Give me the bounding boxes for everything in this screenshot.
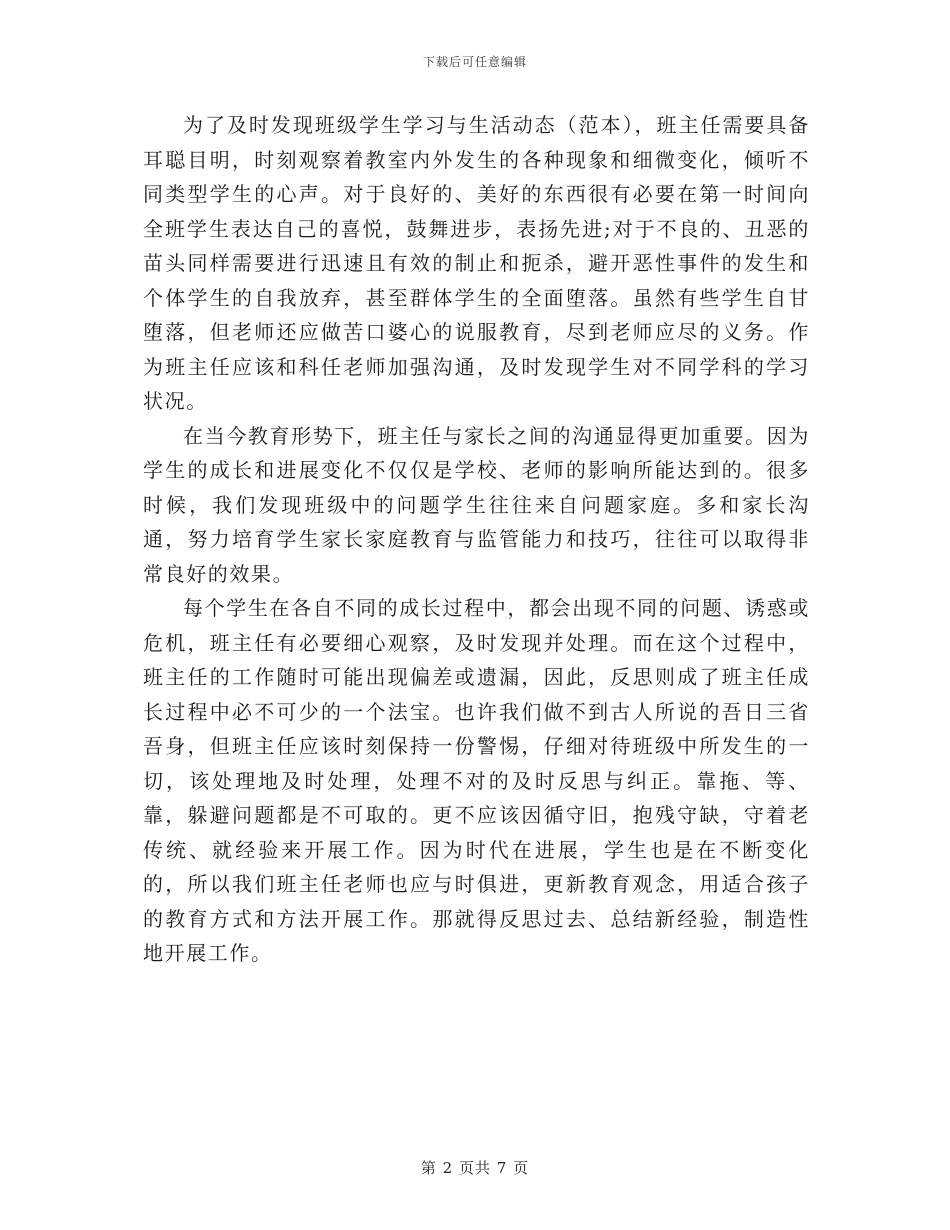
document-body [143,108,810,971]
paragraph-1: 为了及时发现班级学生学习与生活动态（范本），班主任需要具备耳聪目明，时刻观察着教室内外发生的各种现象和细微变化，倾听不同类型学生的心声。对于良好的、美好的东西很有必要在第一时间向全班学生表达自己的喜悦，鼓舞进步，表扬先进;对于不良的、丑恶的苗头同样需要进行迅速且有效的制止和扼杀，避开恶性事件的发生和个体学生的自我放弃，甚至群体学生的全面堕落。虽然有些学生自甘堕落，但老师还应做苦口婆心的说服教育，尽到老师应尽的义务。作为班主任应该和科任老师加强沟通，及时发现学生对不同学科的学习状况。 [143,113,810,413]
page-footer: 第 2 页共 7 页 [420,1159,530,1177]
paragraph-3: 每个学生在各自不同的成长过程中，都会出现不同的问题、诱惑或危机，班主任有必要细心观察，及时发现并处理。而在这个过程中，班主任的工作随时可能出现偏差或遗漏，因此，反思则成了班主任成长过程中必不可少的一个法宝。也许我们做不到古人所说的吾日三省吾身，但班主任应该时刻保持一份警惕，仔细对待班级中所发生的一切，该处理地及时处理，处理不对的及时反思与纠正。靠拖、等、靠，躲避问题都是不可取的。更不应该因循守旧，抱残守缺，守着老传统、就经验来开展工作。因为时代在进展，学生也是在不断变化的，所以我们班主任老师也应与时俱进，更新教育观念，用适合孩子的教育方式和方法开展工作。那就得反思过去、总结新经验，制造性地开展工作。 [143,596,810,965]
paragraph-2: 在当今教育形势下，班主任与家长之间的沟通显得更加重要。因为学生的成长和进展变化不仅仅是学校、老师的影响所能达到的。很多时候，我们发现班级中的问题学生往往来自问题家庭。多和家长沟通，努力培育学生家长家庭教育与监管能力和技巧，往往可以取得非常良好的效果。 [143,423,810,586]
page-header: 下载后可任意编辑 [422,55,527,69]
